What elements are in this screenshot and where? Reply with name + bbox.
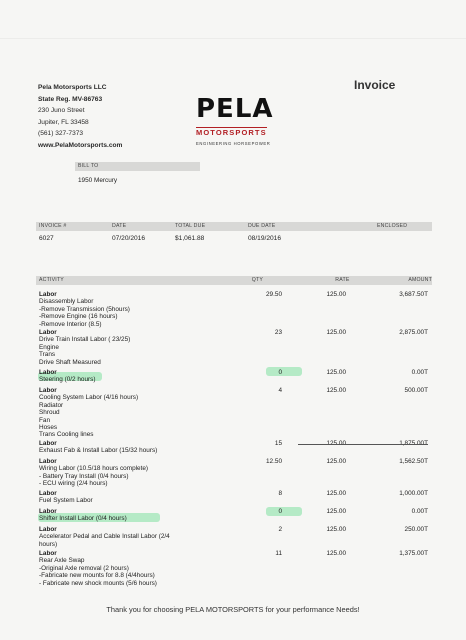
footer-note: Thank you for choosing PELA MOTORSPORTS for your performance Needs!	[106, 605, 360, 614]
item-amount: 2,875.00T	[399, 329, 428, 336]
company-reg: State Reg. MV-86763	[38, 95, 103, 103]
item-line: Engine	[39, 343, 59, 351]
document-title: Invoice	[354, 78, 396, 92]
meta-date: 07/20/2016	[112, 235, 146, 242]
company-city: Jupiter, FL 33458	[38, 118, 89, 126]
activity-table	[36, 276, 432, 587]
bill-to-box	[75, 162, 200, 192]
item-line: Wiring Labor (10.5/18 hours complete)	[39, 465, 149, 473]
item-line: - Battery Tray Install (0/4 hours)	[39, 472, 129, 480]
item-title: Labor	[39, 369, 57, 376]
item-amount: 500.00T	[404, 387, 428, 394]
item-line: Cooling System Labor (4/16 hours)	[39, 394, 139, 402]
item-amount: 250.00T	[404, 526, 428, 533]
invoice-meta	[36, 222, 432, 247]
meta-due-date: 08/19/2016	[248, 235, 282, 242]
item-qty: 15	[274, 440, 282, 447]
item-title: Labor	[39, 490, 57, 497]
company-web: www.PelaMotorsports.com	[38, 141, 123, 149]
item-line: Fuel System Labor	[39, 497, 93, 505]
header-qty: QTY	[251, 277, 263, 283]
item-title: Labor	[39, 387, 57, 394]
item-title: Labor	[39, 526, 57, 533]
item-line: Shroud	[39, 409, 60, 417]
item-line: Rear Axle Swap	[39, 557, 85, 565]
pela-logo	[196, 96, 280, 146]
item-rate: 125.00	[326, 550, 346, 557]
item-amount: 1,000.00T	[399, 490, 428, 497]
meta-header-date: DATE	[112, 223, 127, 229]
header-activity: ACTIVITY	[39, 277, 64, 283]
item-rate: 125.00	[326, 526, 346, 533]
bill-to-value: 1950 Mercury	[78, 177, 118, 184]
item-title: Labor	[39, 329, 57, 336]
company-phone: (561) 327-7373	[38, 130, 84, 138]
activity-header	[36, 276, 432, 285]
meta-header	[36, 222, 432, 231]
item-line: Hoses	[39, 424, 58, 432]
item-line: Steering (0/2 hours)	[39, 376, 96, 384]
item-qty: 12.50	[266, 458, 282, 465]
item-line: -Remove Transmission (5hours)	[39, 305, 130, 313]
item-line: Fan	[39, 416, 51, 424]
item-qty: 23	[274, 329, 282, 336]
meta-header-invoice: INVOICE #	[39, 223, 67, 229]
item-line: Drive Train Install Labor ( 23/25)	[39, 336, 131, 344]
item-line: Shifter Install Labor (0/4 hours)	[39, 515, 127, 523]
item-title: Labor	[39, 440, 57, 447]
item-title: Labor	[39, 458, 57, 465]
item-rate: 125.00	[326, 369, 346, 376]
header-amount: AMOUNT	[408, 277, 432, 283]
item-line: -Remove Engine (16 hours)	[39, 313, 118, 321]
item-line: Trans	[39, 351, 56, 359]
item-qty: 29.50	[266, 291, 282, 298]
item-line: -Fabricate new mounts for 8.8 (4/4hours)	[39, 572, 155, 580]
item-line: hours)	[39, 540, 58, 548]
logo-main: PELA	[196, 94, 274, 124]
item-line: Trans Cooling lines	[39, 431, 94, 439]
item-line: Accelerator Pedal and Cable Install Labor (2/4	[39, 533, 170, 541]
item-qty: 0	[278, 369, 282, 376]
meta-total-due: $1,061.88	[175, 235, 205, 242]
item-rate: 125.00	[326, 329, 346, 336]
logo-tagline: ENGINEERING HORSEPOWER	[196, 141, 271, 146]
paper-fold	[0, 38, 466, 39]
meta-header-due: DUE DATE	[248, 223, 276, 229]
item-qty: 8	[278, 490, 282, 497]
item-rate: 125.00	[326, 490, 346, 497]
item-title: Labor	[39, 508, 57, 515]
item-rate: 125.00	[326, 458, 346, 465]
meta-header-enclosed: ENCLOSED	[377, 223, 408, 229]
item-line: Disassembly Labor	[39, 298, 94, 306]
item-line: Drive Shaft Measured	[39, 358, 101, 366]
meta-enclosed	[374, 231, 437, 247]
item-line: - ECU wiring (2/4 hours)	[39, 480, 108, 488]
item-amount: 3,687.50T	[399, 291, 428, 298]
company-street: 230 Juno Street	[38, 107, 85, 115]
company-name: Pela Motorsports LLC	[38, 84, 107, 91]
item-rate: 125.00	[326, 387, 346, 394]
logo-sub: MOTORSPORTS	[196, 128, 267, 137]
item-line: -Original Axle removal (2 hours)	[39, 564, 129, 572]
item-line: Radiator	[39, 401, 64, 409]
header-rate: RATE	[335, 277, 350, 283]
item-amount: 1,375.00T	[399, 550, 428, 557]
company-block	[38, 82, 122, 152]
item-qty: 4	[278, 387, 282, 394]
pen-strike-line	[298, 444, 428, 445]
item-qty: 11	[275, 550, 282, 557]
meta-header-total: TOTAL DUE	[175, 223, 206, 229]
item-line: Exhaust Fab & Install Labor (15/32 hours)	[39, 447, 158, 455]
item-title: Labor	[39, 550, 57, 557]
item-amount: 0.00T	[411, 508, 428, 515]
item-rate: 125.00	[326, 508, 346, 515]
meta-values	[36, 231, 432, 247]
item-line: - Fabricate new shock mounts (5/6 hours)	[39, 579, 157, 587]
item-rate: 125.00	[326, 291, 346, 298]
item-title: Labor	[39, 291, 57, 298]
item-qty: 2	[278, 526, 282, 533]
item-qty: 0	[278, 508, 282, 515]
bill-to-label: BILL TO	[75, 162, 200, 171]
item-amount: 1,562.50T	[399, 458, 428, 465]
meta-invoice-number: 6027	[39, 235, 54, 242]
item-amount: 0.00T	[411, 369, 428, 376]
item-line: -Remove Interior (8.5)	[39, 320, 102, 328]
